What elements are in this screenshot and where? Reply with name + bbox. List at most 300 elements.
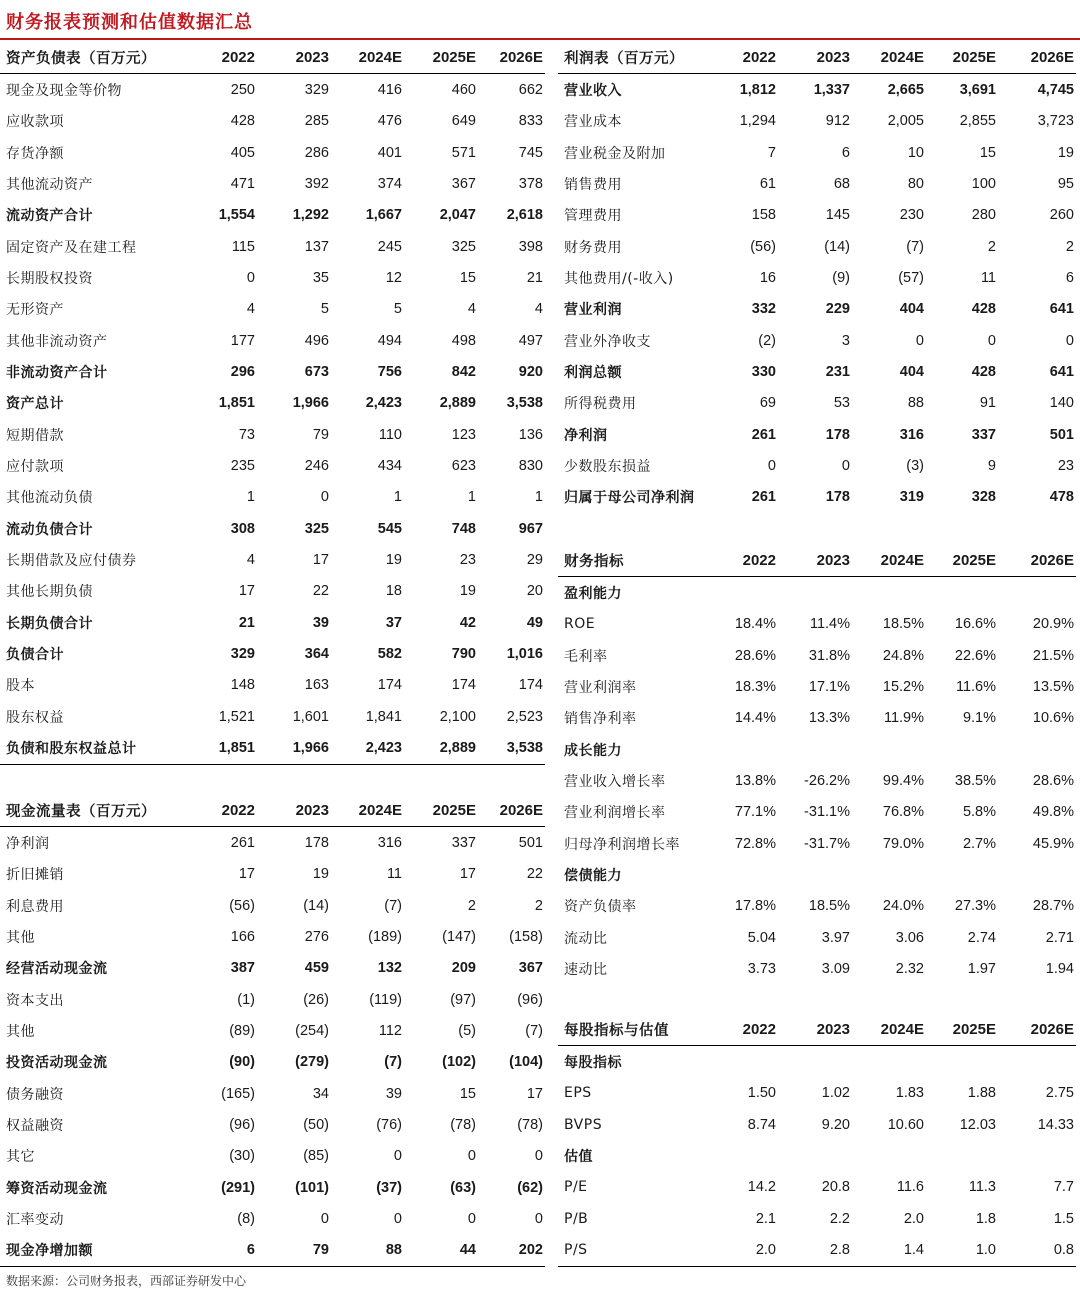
value-cell: (104)	[509, 1054, 543, 1071]
table-title: 财务指标	[558, 545, 700, 577]
value-cell: 367	[518, 960, 543, 977]
value-cell: 1,667	[365, 207, 402, 224]
value-cell: 1,292	[292, 207, 329, 224]
value-cell: 174	[377, 677, 402, 694]
value-cell: 11.4%	[809, 616, 850, 633]
value-cell: (90)	[229, 1054, 255, 1071]
table-row	[0, 419, 545, 450]
value-cell: 330	[751, 363, 776, 380]
year-header: 2023	[257, 795, 331, 827]
value-cell: 17	[238, 866, 255, 883]
value-cell: 174	[518, 677, 543, 694]
value-cell: 3.06	[895, 929, 924, 946]
value-cell	[852, 734, 926, 765]
value-cell: 31.8%	[808, 647, 850, 664]
table-row	[0, 827, 545, 859]
value-cell: 18.3%	[734, 678, 776, 695]
value-cell: (291)	[221, 1179, 255, 1196]
value-cell: 11.6%	[955, 678, 996, 695]
value-cell: 235	[230, 457, 255, 474]
value-cell: 8.74	[747, 1116, 776, 1133]
value-cell: 49	[526, 614, 543, 631]
row-label: 存货净额	[6, 145, 64, 162]
value-cell: 401	[377, 144, 402, 161]
value-cell: (37)	[376, 1179, 402, 1196]
value-cell	[700, 1140, 778, 1171]
table-row	[558, 419, 1076, 450]
value-cell: 3,723	[1037, 113, 1074, 130]
row-label: 营业外净收支	[564, 333, 651, 350]
row-label: ROE	[564, 616, 596, 633]
value-cell: (14)	[303, 897, 329, 914]
value-cell: 501	[518, 834, 543, 851]
table-row	[558, 891, 1076, 922]
value-cell: 328	[971, 489, 996, 506]
row-label: 其他	[6, 929, 35, 946]
value-cell: 1.88	[967, 1085, 996, 1102]
value-cell: 14.33	[1037, 1116, 1074, 1133]
value-cell: 6	[1065, 269, 1074, 286]
year-header: 2022	[191, 795, 257, 827]
value-cell: 1	[467, 489, 476, 506]
value-cell: (101)	[295, 1179, 329, 1196]
year-header: 2026E	[998, 42, 1076, 74]
value-cell: 136	[518, 426, 543, 443]
value-cell: (96)	[229, 1116, 255, 1133]
value-cell: 29	[526, 551, 543, 568]
financial-indicators-table	[558, 545, 1076, 985]
row-label: 投资活动现金流	[6, 1055, 108, 1072]
table-row	[558, 106, 1076, 137]
value-cell: 756	[377, 363, 402, 380]
balance-sheet-table	[0, 42, 545, 765]
value-cell: 329	[304, 81, 329, 98]
value-cell: 202	[478, 1235, 545, 1267]
table-title: 现金流量表（百万元）	[0, 795, 191, 827]
row-label: BVPS	[564, 1116, 603, 1133]
value-cell: 285	[304, 113, 329, 130]
table-row	[558, 450, 1076, 481]
value-cell: 17.1%	[808, 678, 850, 695]
value-cell: 145	[825, 207, 850, 224]
row-label: 折旧摊销	[6, 867, 64, 884]
value-cell: 319	[899, 489, 924, 506]
value-cell: (62)	[517, 1179, 543, 1196]
value-cell: 649	[451, 113, 476, 130]
table-row	[0, 921, 545, 952]
value-cell: (7)	[525, 1022, 543, 1039]
value-cell: 0	[393, 1148, 402, 1165]
value-cell: (165)	[221, 1085, 255, 1102]
value-cell: (78)	[517, 1116, 543, 1133]
value-cell: 1,841	[365, 708, 402, 725]
value-cell: 53	[833, 395, 850, 412]
table-row	[558, 137, 1076, 168]
value-cell: (56)	[229, 897, 255, 914]
value-cell: 250	[230, 81, 255, 98]
value-cell: 13.5%	[1032, 678, 1074, 695]
value-cell: 22	[312, 583, 329, 600]
value-cell	[778, 859, 852, 890]
value-cell: 378	[518, 175, 543, 192]
row-label: 速动比	[564, 961, 608, 978]
value-cell: 9.20	[821, 1116, 850, 1133]
value-cell: 2.74	[967, 929, 996, 946]
value-cell: 28.6%	[734, 647, 776, 664]
table-row	[0, 1015, 545, 1046]
table-header-row	[558, 1014, 1076, 1046]
value-cell: (85)	[303, 1148, 329, 1165]
value-cell: 497	[518, 332, 543, 349]
value-cell: 428	[971, 301, 996, 318]
value-cell: 3	[841, 332, 850, 349]
table-header-row	[558, 42, 1076, 74]
value-cell: 471	[230, 175, 255, 192]
value-cell: 967	[518, 520, 543, 537]
value-cell: (7)	[906, 238, 924, 255]
year-header: 2026E	[478, 795, 545, 827]
value-cell: 42	[459, 614, 476, 631]
value-cell: 76.8%	[882, 804, 924, 821]
value-cell	[778, 734, 852, 765]
value-cell: 3,538	[478, 732, 545, 764]
value-cell: 177	[230, 332, 255, 349]
value-cell: 1.5	[1053, 1210, 1074, 1227]
value-cell: 2,665	[887, 81, 924, 98]
table-row	[558, 765, 1076, 796]
row-label: 归属于母公司净利润	[564, 490, 695, 507]
value-cell: 14.2	[747, 1179, 776, 1196]
row-label: 现金净增加额	[0, 1235, 191, 1267]
year-header: 2025E	[926, 42, 998, 74]
value-cell: 392	[304, 175, 329, 192]
value-cell: (158)	[509, 928, 543, 945]
row-label: 营业利润增长率	[564, 805, 666, 822]
value-cell: 276	[304, 928, 329, 945]
value-cell: 745	[518, 144, 543, 161]
value-cell: 178	[825, 426, 850, 443]
value-cell: 1	[534, 489, 543, 506]
value-cell: 158	[751, 207, 776, 224]
table-row	[0, 325, 545, 356]
value-cell: 11.6	[896, 1179, 924, 1196]
value-cell: 79	[312, 426, 329, 443]
value-cell: 830	[518, 457, 543, 474]
value-cell: 11	[980, 269, 996, 286]
table-row	[0, 1047, 545, 1078]
table-row	[558, 859, 1076, 890]
table-row	[558, 388, 1076, 419]
table-row	[558, 262, 1076, 293]
value-cell	[852, 859, 926, 890]
row-label: 固定资产及在建工程	[6, 239, 137, 256]
table-row	[558, 953, 1076, 984]
table-row	[0, 670, 545, 701]
row-label: 管理费用	[564, 208, 622, 225]
value-cell: 1,851	[191, 732, 257, 764]
year-header: 2023	[778, 1014, 852, 1046]
value-cell: 10	[907, 144, 924, 161]
table-row	[0, 544, 545, 575]
year-header: 2023	[257, 42, 331, 74]
table-row	[0, 513, 545, 544]
value-cell: 316	[377, 834, 402, 851]
row-label: 长期股权投资	[6, 270, 93, 287]
value-cell: 100	[971, 175, 996, 192]
value-cell: 920	[518, 363, 543, 380]
value-cell: 673	[304, 363, 329, 380]
value-cell	[778, 1046, 852, 1078]
value-cell: -31.1%	[804, 804, 850, 821]
value-cell: 9	[987, 457, 996, 474]
row-label: 营业成本	[564, 114, 622, 131]
value-cell: 405	[230, 144, 255, 161]
year-header: 2025E	[926, 545, 998, 577]
value-cell: 15.2%	[882, 678, 924, 695]
page-title: 财务报表预测和估值数据汇总	[6, 12, 253, 33]
row-label: 资产负债率	[564, 899, 637, 916]
value-cell: 2,889	[404, 732, 478, 764]
year-header: 2023	[778, 545, 852, 577]
row-label: 其他费用/(-收入)	[564, 270, 674, 287]
table-row	[0, 137, 545, 168]
value-cell: 325	[304, 520, 329, 537]
year-header: 2022	[700, 42, 778, 74]
value-cell: 3,691	[959, 81, 996, 98]
value-cell: 163	[304, 677, 329, 694]
year-header: 2022	[700, 545, 778, 577]
value-cell: 37	[385, 614, 402, 631]
value-cell: 178	[304, 834, 329, 851]
value-cell	[700, 859, 778, 890]
value-cell: (8)	[237, 1210, 255, 1227]
row-label: 估值	[564, 1148, 593, 1165]
value-cell	[998, 577, 1076, 609]
row-label: 营业利润	[564, 302, 622, 319]
value-cell: 1,016	[506, 645, 543, 662]
value-cell: 229	[825, 301, 850, 318]
value-cell	[926, 1140, 998, 1171]
value-cell: 0	[767, 457, 776, 474]
value-cell: 11.3	[968, 1179, 996, 1196]
value-cell: 35	[312, 269, 329, 286]
value-cell: 16.6%	[954, 616, 996, 633]
value-cell: 28.7%	[1032, 898, 1074, 915]
value-cell: 2	[1065, 238, 1074, 255]
value-cell	[926, 734, 998, 765]
table-row	[558, 640, 1076, 671]
value-cell: 662	[518, 81, 543, 98]
value-cell: 110	[378, 426, 402, 443]
value-cell: 45.9%	[1032, 835, 1074, 852]
value-cell	[700, 1046, 778, 1078]
value-cell: 0	[320, 1210, 329, 1227]
year-header: 2026E	[998, 545, 1076, 577]
value-cell: 132	[377, 960, 402, 977]
value-cell	[998, 859, 1076, 890]
table-row	[558, 1109, 1076, 1140]
value-cell	[998, 734, 1076, 765]
value-cell: 3.73	[747, 960, 776, 977]
year-header: 2025E	[926, 1014, 998, 1046]
row-label: P/S	[558, 1234, 700, 1266]
value-cell: (57)	[898, 269, 924, 286]
table-row	[0, 450, 545, 481]
value-cell: 20	[526, 583, 543, 600]
table-row	[0, 1109, 545, 1140]
row-label: 股本	[6, 678, 35, 695]
row-label: 债务融资	[6, 1086, 64, 1103]
value-cell	[778, 1140, 852, 1171]
year-header: 2025E	[404, 42, 478, 74]
value-cell: 325	[451, 238, 476, 255]
value-cell: 0	[987, 332, 996, 349]
value-cell: (9)	[832, 269, 850, 286]
value-cell: 72.8%	[734, 835, 776, 852]
value-cell	[852, 1140, 926, 1171]
value-cell: 0	[534, 1148, 543, 1165]
value-cell: 209	[451, 960, 476, 977]
table-row	[0, 106, 545, 137]
value-cell: 34	[312, 1085, 329, 1102]
value-cell: 77.1%	[734, 804, 776, 821]
value-cell: 286	[304, 144, 329, 161]
table-row	[0, 200, 545, 231]
row-label: 销售净利率	[564, 711, 637, 728]
value-cell: 2.1	[755, 1210, 776, 1227]
value-cell	[700, 734, 778, 765]
value-cell: 19	[312, 866, 329, 883]
value-cell: 80	[907, 175, 924, 192]
year-header: 2024E	[852, 42, 926, 74]
value-cell: 13.8%	[734, 772, 776, 789]
value-cell: 12.03	[959, 1116, 996, 1133]
value-cell: 19	[385, 551, 402, 568]
value-cell: 5.04	[747, 929, 776, 946]
row-label: 长期负债合计	[6, 615, 93, 632]
value-cell	[852, 577, 926, 609]
row-label: 应收款项	[6, 114, 64, 131]
value-cell: 842	[451, 363, 476, 380]
row-label: 偿债能力	[564, 867, 622, 884]
value-cell: 23	[1057, 457, 1074, 474]
value-cell: 148	[230, 677, 255, 694]
row-label: 流动负债合计	[6, 521, 93, 538]
value-cell: 19	[1057, 144, 1074, 161]
value-cell	[778, 577, 852, 609]
row-label: 净利润	[564, 427, 608, 444]
value-cell: 0.8	[998, 1234, 1076, 1266]
row-label: 少数股东损益	[564, 458, 651, 475]
value-cell: 790	[451, 645, 476, 662]
value-cell: 1,521	[218, 708, 255, 725]
value-cell: 5.8%	[962, 804, 996, 821]
value-cell	[700, 577, 778, 609]
value-cell: 261	[230, 834, 255, 851]
value-cell: (14)	[824, 238, 850, 255]
value-cell: 140	[1049, 395, 1074, 412]
value-cell: 364	[304, 645, 329, 662]
value-cell: 18.4%	[734, 616, 776, 633]
table-title: 每股指标与估值	[558, 1014, 700, 1046]
value-cell: 18	[385, 583, 402, 600]
value-cell: 21.5%	[1032, 647, 1074, 664]
table-header-row	[0, 42, 545, 74]
value-cell: 5	[320, 301, 329, 318]
value-cell: 1,966	[292, 395, 329, 412]
value-cell: 20.9%	[1032, 616, 1074, 633]
value-cell: 69	[759, 395, 776, 412]
table-row	[0, 482, 545, 513]
table-row	[0, 859, 545, 890]
value-cell: 230	[899, 207, 924, 224]
cash-flow-table	[0, 795, 545, 1267]
value-cell: 0	[467, 1210, 476, 1227]
row-label: 每股指标	[564, 1054, 622, 1071]
value-cell: 166	[230, 928, 255, 945]
row-label: 毛利率	[564, 648, 608, 665]
table-row	[558, 74, 1076, 106]
row-label: 筹资活动现金流	[6, 1180, 108, 1197]
value-cell: 9.1%	[962, 710, 996, 727]
table-row	[0, 638, 545, 669]
table-row	[0, 607, 545, 638]
value-cell: 582	[377, 645, 402, 662]
table-header-row	[558, 545, 1076, 577]
table-header-row	[0, 795, 545, 827]
value-cell: (2)	[758, 332, 776, 349]
row-label: 归母净利润增长率	[564, 836, 680, 853]
value-cell: 2	[467, 897, 476, 914]
row-label: 现金及现金等价物	[6, 82, 122, 99]
row-label: 营业收入	[564, 82, 622, 99]
value-cell: 494	[377, 332, 402, 349]
value-cell	[998, 1046, 1076, 1078]
value-cell: 2.7%	[962, 835, 996, 852]
value-cell: 21	[526, 269, 543, 286]
value-cell: 24.8%	[882, 647, 924, 664]
value-cell	[852, 1046, 926, 1078]
value-cell: 1,812	[739, 81, 776, 98]
value-cell: 79.0%	[882, 835, 924, 852]
value-cell: 27.3%	[954, 898, 996, 915]
value-cell: 95	[1057, 175, 1074, 192]
value-cell: 2,618	[506, 207, 543, 224]
value-cell: 367	[451, 175, 476, 192]
value-cell: 460	[451, 81, 476, 98]
value-cell: 1,601	[292, 708, 329, 725]
row-label: 利润总额	[564, 364, 622, 381]
value-cell: 329	[230, 645, 255, 662]
table-row	[0, 1078, 545, 1109]
table-row	[558, 1203, 1076, 1234]
table-row	[0, 356, 545, 387]
value-cell: 2,889	[439, 395, 476, 412]
value-cell: (7)	[384, 1054, 402, 1071]
value-cell: 2,523	[506, 708, 543, 725]
table-row	[0, 576, 545, 607]
value-cell: 11.9%	[883, 710, 924, 727]
value-cell: 332	[751, 301, 776, 318]
data-source-note: 数据来源：公司财务报表，西部证券研发中心	[6, 1274, 247, 1288]
table-row	[0, 732, 545, 764]
table-row	[558, 482, 1076, 513]
table-row	[0, 388, 545, 419]
value-cell: 1.94	[1045, 960, 1074, 977]
value-cell: 1.02	[821, 1085, 850, 1102]
value-cell: 7.7	[1053, 1179, 1074, 1196]
value-cell: (1)	[237, 991, 255, 1008]
